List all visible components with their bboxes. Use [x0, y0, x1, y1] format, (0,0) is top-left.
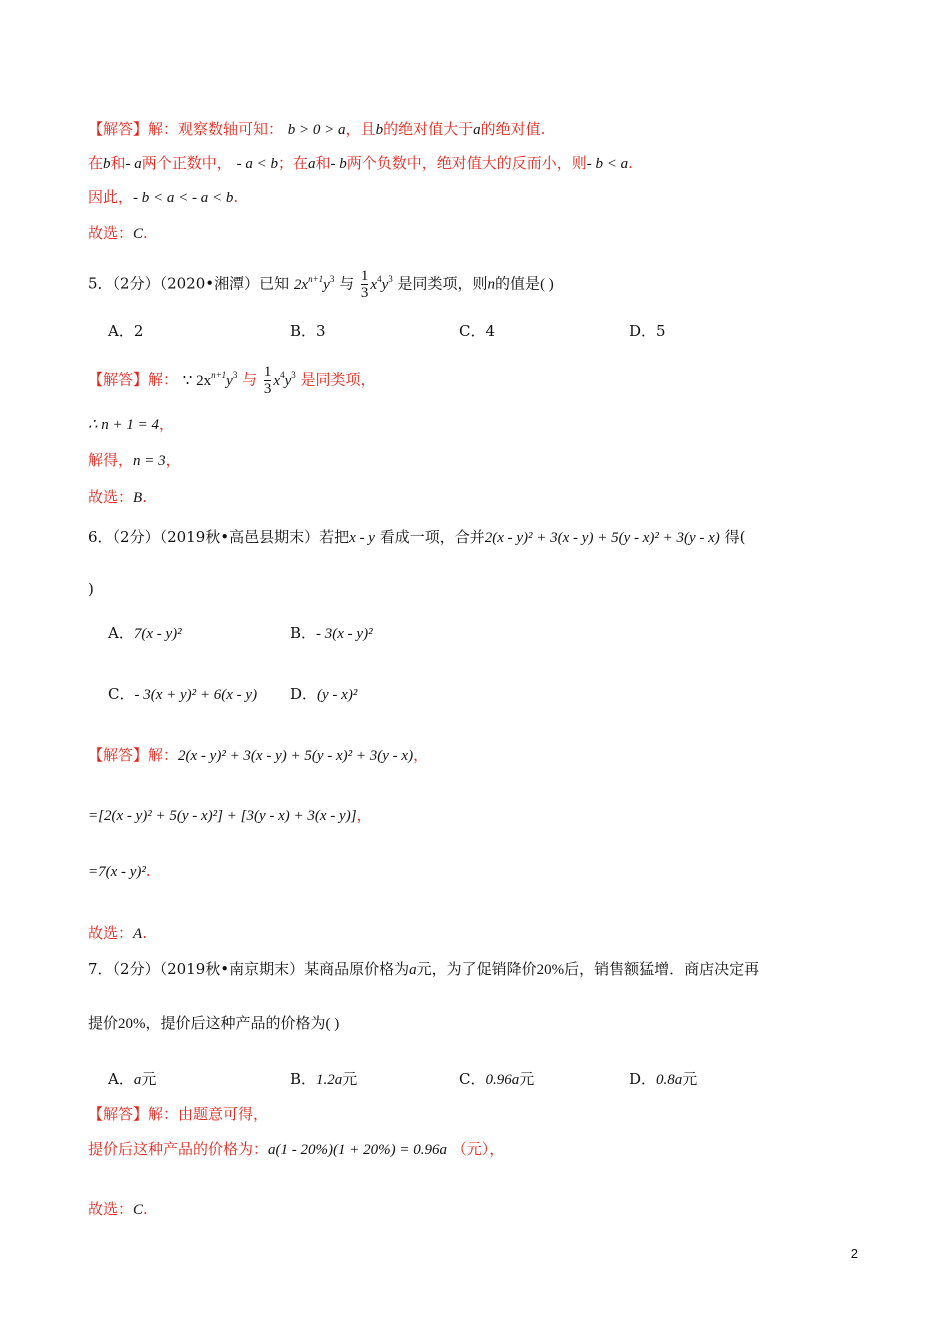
text: 和: [110, 154, 126, 172]
math-expr: ∴ n + 1 = 4: [88, 417, 160, 433]
q5-option-a: A．2: [108, 322, 144, 340]
text: ；在: [277, 154, 308, 172]
text: .: [143, 1200, 148, 1218]
math-expr: - b: [330, 156, 347, 172]
math-var: n: [487, 276, 496, 293]
q7-option-c: C．0.96a元: [459, 1070, 535, 1088]
q7-stem: [88, 958, 759, 979]
q7-option-b: B．1.2a元: [290, 1070, 358, 1088]
q7-answer-line-1: 【解答】解：由题意可得，: [88, 1105, 269, 1123]
q6-option-a: A．7(x - y)²: [108, 624, 182, 642]
q5-option-b: B．3: [290, 322, 326, 340]
q7-answer-line-3: [88, 1198, 148, 1219]
q6-answer-line-2: [88, 804, 372, 825]
math-var: a: [307, 156, 316, 172]
math-expr: $x^4y^3$: [370, 273, 393, 293]
math-expr: =[2(x - y)² + 5(y - x)²] + [3(y - x) + 3(x - y)]: [88, 808, 357, 824]
text: .: [142, 488, 147, 506]
math-expr: - b < a < - a < b: [133, 190, 234, 206]
text: .: [145, 862, 151, 880]
math-expr: b > 0 > a: [287, 122, 346, 138]
text: 是同类项，则: [397, 274, 488, 293]
math-expr: ∵ $2x^{n+1}y^3$: [182, 369, 238, 389]
text: ，: [159, 415, 175, 433]
q5-stem: [88, 268, 554, 301]
question-stem: 7．（2分）（2019秋•南京期末）某商品原价格为: [88, 960, 410, 978]
math-var: b: [375, 122, 384, 138]
text: 的值是: [495, 274, 541, 293]
q4-answer-line-3: [88, 186, 238, 207]
math-var: C: [133, 226, 144, 242]
text: 的绝对值.: [480, 120, 546, 138]
text: 是同类项，: [300, 370, 376, 389]
text: 在: [88, 154, 104, 172]
text: 两个负数中，绝对值大的反而小，则: [346, 154, 587, 172]
question-stem: 6．（2分）（2019秋•高邑县期末）若把: [88, 528, 350, 546]
text: 与: [242, 370, 258, 389]
q4-answer-line-4: [88, 222, 148, 243]
text: 看成一项，合并: [379, 528, 485, 546]
math-expr: $2x^{n+1}y^3$: [293, 273, 335, 293]
fraction: $\frac{1}{3}$: [263, 364, 272, 397]
text: 故选：: [88, 924, 134, 942]
math-expr: 2(x - y)² + 3(x - y) + 5(y - x)² + 3(y - x): [178, 748, 414, 764]
math-expr: =7(x - y)²: [88, 864, 146, 880]
text: 提价后这种产品的价格为：: [88, 1140, 269, 1158]
answer-blank: ( ): [325, 1016, 340, 1032]
q6-option-d: D．(y - x)²: [290, 685, 358, 703]
text: .: [143, 224, 148, 242]
math-expr: - a: [125, 156, 142, 172]
math-expr: 20%: [536, 962, 565, 978]
fraction: $\frac{1}{3}$: [360, 268, 369, 301]
text: 与: [339, 274, 355, 293]
math-expr: $x^4y^3$: [273, 369, 296, 389]
text: 元，为了促销降价: [416, 960, 537, 978]
math-var: a: [473, 122, 481, 138]
text: 故选：: [88, 224, 134, 242]
math-var: b: [103, 156, 111, 172]
q5-answer-line-3: [88, 449, 181, 470]
q5-answer-line-2: [88, 413, 174, 434]
math-expr: x - y: [349, 530, 375, 546]
text: ，: [165, 451, 181, 469]
answer-label: 【解答】解：: [88, 370, 179, 389]
math-var: a: [409, 962, 417, 978]
text: 得(: [724, 528, 746, 546]
q4-answer-line-2: [88, 152, 633, 173]
question-stem: 5．（2分）（2020•湘潭）已知: [88, 274, 290, 293]
q6-answer-line-4: [88, 922, 147, 943]
q6-answer-line-3: [88, 862, 151, 881]
math-expr: a(1 - 20%)(1 + 20%) = 0.96a: [268, 1142, 447, 1158]
q7-option-d: D．0.8a元: [629, 1070, 698, 1088]
q6-answer-line-1: [88, 744, 428, 765]
q4-answer-line-1: [88, 118, 545, 139]
math-expr: n = 3: [133, 453, 166, 469]
q6-stem-close: ): [88, 580, 94, 598]
text: ，: [356, 806, 372, 824]
q6-stem: [88, 526, 745, 547]
q6-option-b: B．- 3(x - y)²: [290, 624, 373, 642]
math-var: A: [133, 926, 143, 942]
text: .: [233, 188, 239, 206]
page-number: 2: [850, 1246, 858, 1261]
text: 后，销售额猛增．商店决定再: [564, 960, 760, 978]
q5-answer-line-4: [88, 486, 147, 507]
math-expr: - b < a: [586, 156, 629, 172]
text: 的绝对值大于: [383, 120, 474, 138]
answer-blank: ( ): [540, 276, 554, 293]
math-expr: 2(x - y)² + 3(x - y) + 5(y - x)² + 3(y - x): [484, 530, 720, 546]
q5-answer-line-1: [88, 364, 376, 397]
text: 和: [315, 154, 331, 172]
text: 两个正数中，: [141, 154, 232, 172]
answer-label: 【解答】解：观察数轴可知：: [88, 120, 284, 138]
text: （元），: [451, 1140, 505, 1158]
math-var: C: [133, 1202, 144, 1218]
q6-option-c: C．- 3(x + y)² + 6(x - y): [108, 685, 258, 703]
text: ，且: [345, 120, 376, 138]
math-expr: 20%: [118, 1016, 146, 1032]
q5-option-d: D．5: [629, 322, 666, 340]
text: ，: [413, 746, 429, 764]
text: 故选：: [88, 1200, 134, 1218]
q7-stem-2: [88, 1012, 339, 1033]
text: 提价: [88, 1014, 119, 1032]
math-expr: - a < b: [236, 156, 278, 172]
text: .: [628, 154, 633, 172]
text: 故选：: [88, 488, 134, 506]
answer-label: 【解答】解：: [88, 746, 179, 764]
text: ，提价后这种产品的价格为: [145, 1014, 326, 1032]
math-var: B: [133, 490, 143, 506]
q7-option-a: A．a元: [108, 1070, 157, 1088]
q7-answer-line-2: [88, 1138, 504, 1159]
text: 解得，: [88, 451, 134, 469]
q5-option-c: C．4: [459, 322, 496, 340]
text: 因此，: [88, 188, 134, 206]
text: .: [142, 924, 147, 942]
